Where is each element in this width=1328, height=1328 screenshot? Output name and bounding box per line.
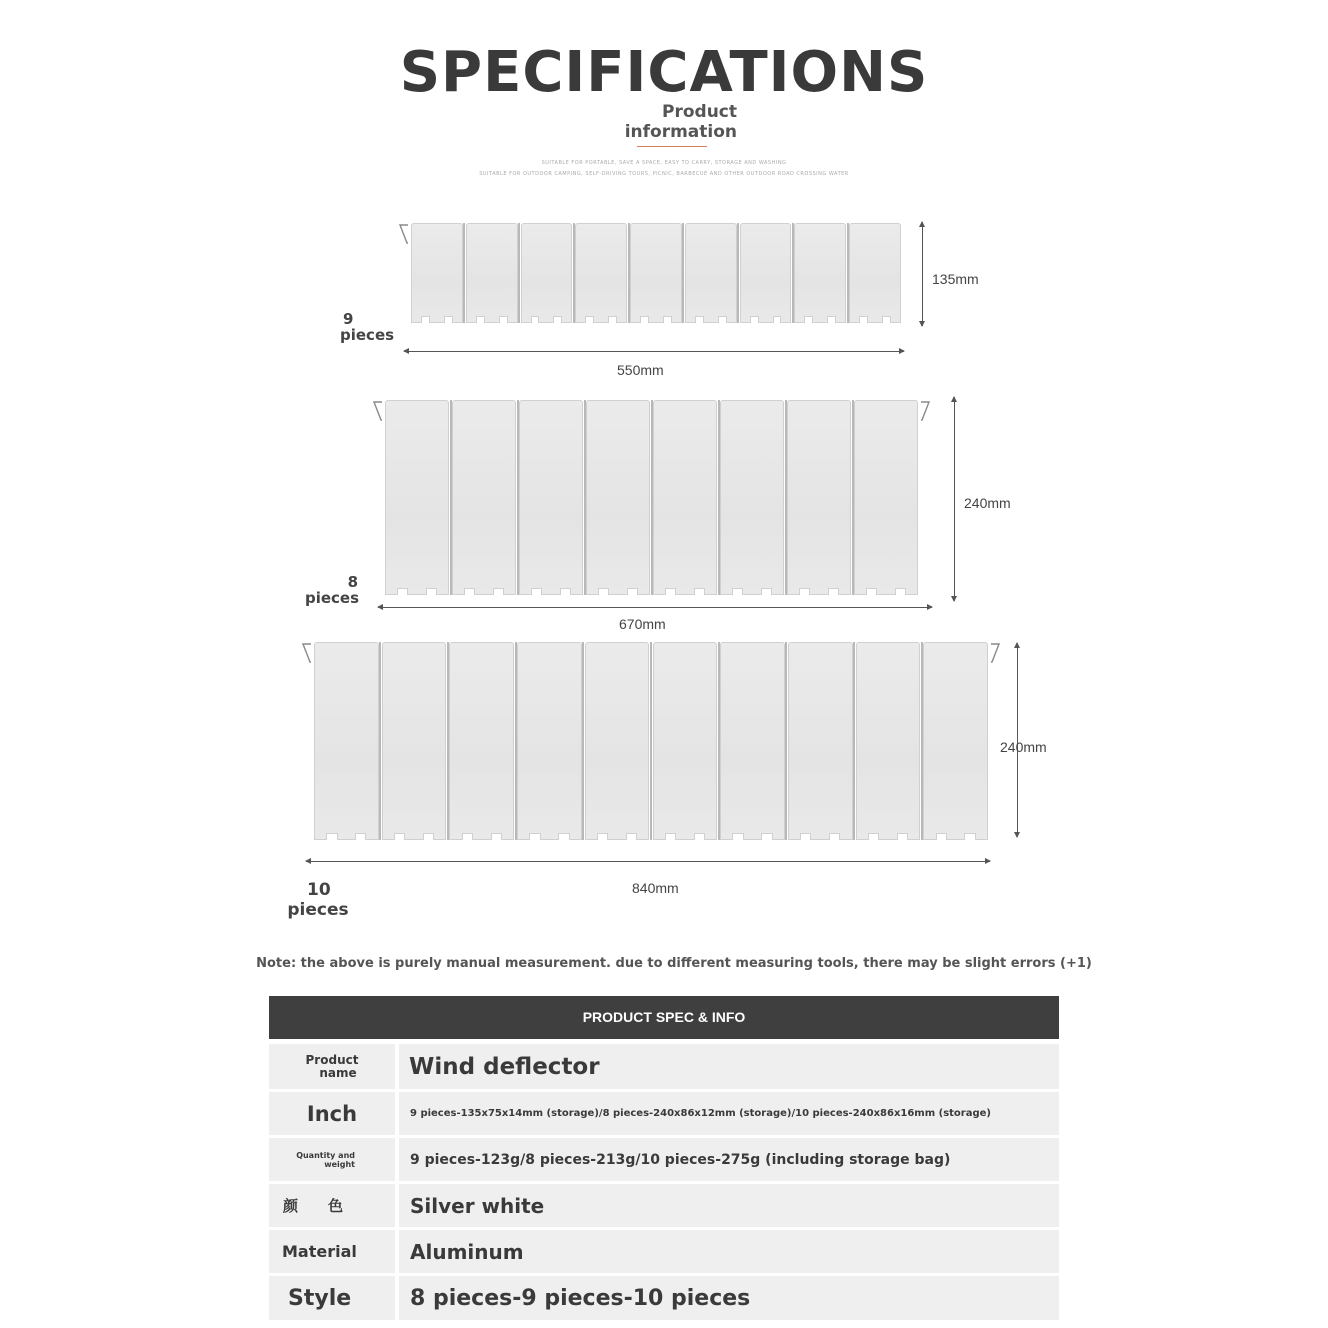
spec-row-color xyxy=(269,1184,1059,1227)
spec-key: Style xyxy=(269,1276,395,1320)
panel-hinge xyxy=(515,642,517,840)
wind-panel xyxy=(794,223,846,323)
wind-panel xyxy=(653,642,718,840)
wind-panel xyxy=(849,223,901,323)
diagram-8-pieces-panels xyxy=(385,400,918,595)
hook-icon xyxy=(302,642,312,664)
subtitle-line-1: Product xyxy=(662,102,737,122)
subtitle-divider xyxy=(637,146,707,147)
spec-value: Wind deflector xyxy=(399,1044,1059,1089)
panel-hinge xyxy=(447,642,449,840)
panel-notch xyxy=(804,316,813,323)
panel-hinge xyxy=(737,223,739,323)
hook-icon xyxy=(990,642,1000,664)
wind-panel xyxy=(575,223,627,323)
panel-hinge xyxy=(650,642,652,840)
width-dimension-arrow xyxy=(306,861,990,862)
spec-value: 9 pieces-135x75x14mm (storage)/8 pieces-240x86x12mm (storage)/10 pieces-240x86x16mm (storage) xyxy=(399,1092,1059,1135)
width-dimension-label: 840mm xyxy=(632,880,679,896)
panel-notch xyxy=(897,833,908,840)
pieces-count: 8 xyxy=(347,573,358,591)
panel-notch xyxy=(750,316,759,323)
section-subtitle xyxy=(600,102,737,142)
panel-notch xyxy=(732,588,743,595)
wind-panel xyxy=(466,223,518,323)
panel-notch xyxy=(694,833,705,840)
hook-icon xyxy=(373,400,383,422)
panel-hinge xyxy=(651,400,653,595)
pieces-count: 9 xyxy=(343,310,354,328)
panel-hinge xyxy=(573,223,575,323)
panel-notch xyxy=(476,316,485,323)
pieces-word: pieces xyxy=(287,900,349,920)
width-dimension-arrow xyxy=(378,607,932,608)
spec-value: Aluminum xyxy=(399,1230,1059,1273)
panel-notch xyxy=(663,316,672,323)
panel-hinge xyxy=(582,642,584,840)
height-dimension-label: 240mm xyxy=(1000,739,1047,755)
spec-key-line-1: Product xyxy=(305,1052,359,1067)
panel-notch xyxy=(866,588,877,595)
panel-hinge xyxy=(584,400,586,595)
diagram-10-pieces-panels xyxy=(314,642,988,840)
subtitle-line-2: information xyxy=(624,122,737,142)
wind-panel xyxy=(854,400,918,595)
panel-notch xyxy=(626,833,637,840)
panel-notch xyxy=(761,833,772,840)
wind-panel xyxy=(585,642,650,840)
wind-panel xyxy=(519,400,583,595)
wind-panel xyxy=(720,400,784,595)
spec-value: 8 pieces-9 pieces-10 pieces xyxy=(399,1276,1059,1320)
wind-panel xyxy=(517,642,582,840)
pieces-word: pieces xyxy=(340,326,395,344)
panel-notch xyxy=(895,588,906,595)
panel-hinge xyxy=(792,223,794,323)
spec-key-line-2: name xyxy=(319,1065,357,1080)
panel-notch xyxy=(355,833,366,840)
panel-notch xyxy=(597,833,608,840)
wind-panel xyxy=(452,400,516,595)
panel-notch xyxy=(553,316,562,323)
diagram-8-pieces-label xyxy=(304,574,360,606)
wind-panel xyxy=(685,223,737,323)
wind-panel xyxy=(521,223,573,323)
pieces-word: pieces xyxy=(304,589,360,607)
panel-notch xyxy=(665,588,676,595)
panel-hinge xyxy=(852,400,854,595)
wind-panel xyxy=(314,642,379,840)
panel-notch xyxy=(529,833,540,840)
panel-notch xyxy=(665,833,676,840)
spec-key-line-1: Quantity and xyxy=(296,1150,355,1160)
wind-panel xyxy=(586,400,650,595)
wind-panel xyxy=(787,400,851,595)
panel-hinge xyxy=(785,642,787,840)
panel-hinge xyxy=(847,223,849,323)
spec-value: Silver white xyxy=(399,1184,1059,1227)
spec-key: 颜 色 xyxy=(269,1184,395,1227)
width-dimension-label: 670mm xyxy=(619,616,666,632)
width-dimension-arrow xyxy=(404,351,904,352)
panel-notch xyxy=(499,316,508,323)
spec-key xyxy=(269,1044,395,1089)
height-dimension-label: 135mm xyxy=(932,271,979,287)
measurement-note: Note: the above is purely manual measurement. due to different measuring tools, there may be slight errors (+1) xyxy=(256,956,1092,971)
panel-notch xyxy=(608,316,617,323)
panel-notch xyxy=(421,316,430,323)
width-dimension-label: 550mm xyxy=(617,362,664,378)
panel-hinge xyxy=(718,400,720,595)
spec-value: 9 pieces-123g/8 pieces-213g/10 pieces-275g (including storage bag) xyxy=(399,1138,1059,1181)
panel-notch xyxy=(773,316,782,323)
diagram-10-pieces-label xyxy=(286,880,350,920)
spec-row-quantity-weight xyxy=(269,1138,1059,1181)
pieces-count: 10 xyxy=(307,880,331,900)
spec-row-product-name xyxy=(269,1044,1059,1089)
diagram-9-pieces-panels xyxy=(411,223,901,323)
height-dimension-label: 240mm xyxy=(964,495,1011,511)
diagram-9-pieces-label xyxy=(340,310,395,344)
panel-notch xyxy=(868,833,879,840)
hook-icon xyxy=(920,400,930,422)
page-title: SPECIFICATIONS xyxy=(399,40,929,105)
panel-notch xyxy=(462,833,473,840)
panel-notch xyxy=(397,588,408,595)
wind-panel xyxy=(720,642,785,840)
panel-hinge xyxy=(628,223,630,323)
panel-notch xyxy=(800,833,811,840)
panel-notch xyxy=(859,316,868,323)
spec-row-material xyxy=(269,1230,1059,1273)
wind-panel xyxy=(411,223,463,323)
panel-hinge xyxy=(718,642,720,840)
panel-notch xyxy=(491,833,502,840)
height-dimension-arrow xyxy=(954,397,955,601)
panel-notch xyxy=(423,833,434,840)
panel-notch xyxy=(964,833,975,840)
panel-notch xyxy=(464,588,475,595)
spec-key: Inch xyxy=(269,1092,395,1135)
panel-notch xyxy=(531,316,540,323)
panel-notch xyxy=(531,588,542,595)
wind-panel xyxy=(385,400,449,595)
panel-hinge xyxy=(921,642,923,840)
spec-key-line-2: weight xyxy=(324,1159,355,1169)
panel-hinge xyxy=(517,400,519,595)
height-dimension-arrow xyxy=(922,222,923,326)
spec-key: Material xyxy=(269,1230,395,1273)
panel-notch xyxy=(828,588,839,595)
spec-row-inch xyxy=(269,1092,1059,1135)
wind-panel xyxy=(740,223,792,323)
panel-notch xyxy=(493,588,504,595)
wind-panel xyxy=(630,223,682,323)
panel-notch xyxy=(627,588,638,595)
spec-key xyxy=(269,1138,395,1181)
panel-hinge xyxy=(463,223,465,323)
wind-panel xyxy=(788,642,853,840)
panel-notch xyxy=(827,316,836,323)
panel-notch xyxy=(394,833,405,840)
panel-hinge xyxy=(518,223,520,323)
panel-notch xyxy=(799,588,810,595)
panel-notch xyxy=(560,588,571,595)
panel-notch xyxy=(585,316,594,323)
panel-notch xyxy=(732,833,743,840)
panel-notch xyxy=(936,833,947,840)
panel-notch xyxy=(695,316,704,323)
tiny-caption-1: SUITABLE FOR PORTABLE, SAVE A SPACE, EASY TO CARRY, STORAGE AND WASHING xyxy=(541,160,787,166)
panel-notch xyxy=(694,588,705,595)
spec-row-style xyxy=(269,1276,1059,1320)
panel-hinge xyxy=(379,642,381,840)
panel-notch xyxy=(761,588,772,595)
panel-notch xyxy=(882,316,891,323)
wind-panel xyxy=(923,642,988,840)
panel-notch xyxy=(426,588,437,595)
wind-panel xyxy=(856,642,921,840)
tiny-caption-2: SUITABLE FOR OUTDOOR CAMPING, SELF-DRIVING TOURS, PICNIC, BARBECUE AND OTHER OUTDOOR ROAD CROSSING WATER xyxy=(479,171,849,177)
wind-panel xyxy=(653,400,717,595)
hook-icon xyxy=(399,223,409,245)
panel-notch xyxy=(598,588,609,595)
panel-hinge xyxy=(682,223,684,323)
panel-notch xyxy=(326,833,337,840)
panel-notch xyxy=(444,316,453,323)
panel-notch xyxy=(718,316,727,323)
wind-panel xyxy=(382,642,447,840)
wind-panel xyxy=(449,642,514,840)
panel-hinge xyxy=(450,400,452,595)
spec-table-header: PRODUCT SPEC & INFO xyxy=(269,996,1059,1039)
panel-notch xyxy=(640,316,649,323)
panel-notch xyxy=(829,833,840,840)
panel-hinge xyxy=(853,642,855,840)
panel-hinge xyxy=(785,400,787,595)
panel-notch xyxy=(558,833,569,840)
